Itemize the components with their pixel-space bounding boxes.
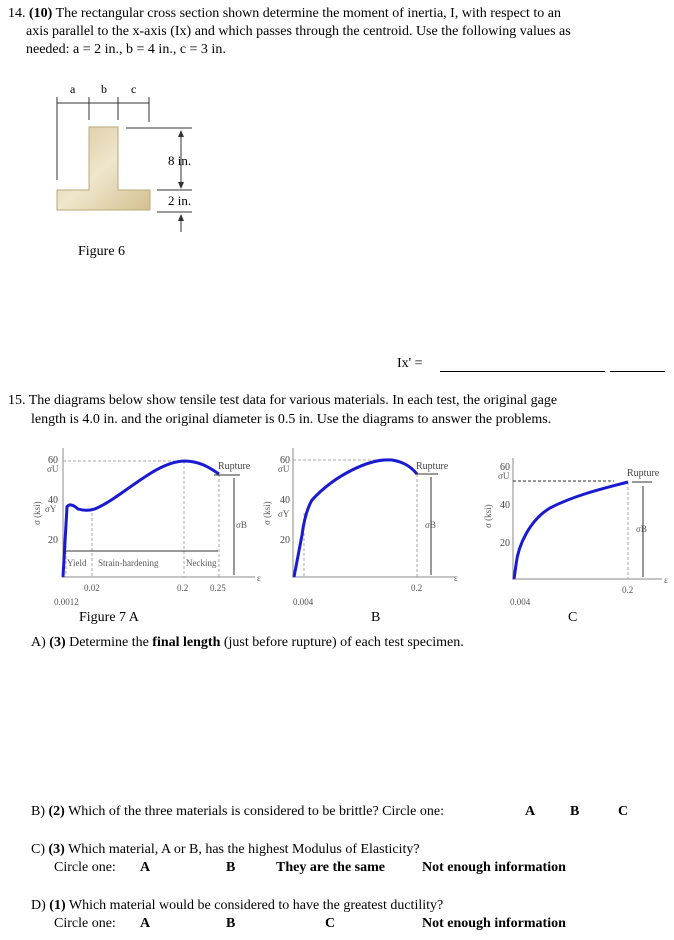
q15d-option-c[interactable]: C bbox=[325, 916, 336, 931]
xtick-0.004: 0.004 bbox=[510, 597, 531, 607]
xtick-0.2: 0.2 bbox=[622, 585, 634, 595]
rupture-label: Rupture bbox=[416, 461, 449, 472]
region-yield: Yield bbox=[67, 558, 87, 568]
sigma-y-label: σY bbox=[278, 509, 290, 519]
q15b-label: B) bbox=[31, 804, 45, 819]
chart-a bbox=[32, 448, 261, 607]
chart-c bbox=[483, 458, 668, 607]
sigma-b-label: σB bbox=[236, 520, 247, 530]
q15b-option-c[interactable]: C bbox=[618, 804, 629, 819]
ytick-40: 40 bbox=[280, 495, 290, 506]
region-necking: Necking bbox=[186, 558, 217, 568]
dim-c-label: c bbox=[131, 82, 137, 96]
ix-answer-label: Ix' = bbox=[397, 356, 423, 371]
q15b-text: Which of the three materials is considered to be brittle? Circle one: bbox=[68, 804, 444, 819]
chart-b bbox=[262, 448, 458, 607]
q14-line3: needed: a = 2 in., b = 4 in., c = 3 in. bbox=[26, 42, 226, 57]
y-axis-label: σ (ksi) bbox=[32, 501, 42, 525]
ytick-20: 20 bbox=[500, 538, 510, 549]
q15c-option-same[interactable]: They are the same bbox=[276, 860, 385, 875]
xtick-0.25: 0.25 bbox=[210, 583, 226, 593]
q15c-text: Which material, A or B, has the highest Modulus of Elasticity? bbox=[68, 842, 420, 857]
xtick-0.2: 0.2 bbox=[411, 583, 423, 593]
dim-2in-label: 2 in. bbox=[168, 193, 192, 208]
t-section-shape bbox=[57, 127, 150, 210]
sigma-u-label: σU bbox=[498, 471, 510, 481]
rupture-label: Rupture bbox=[218, 461, 251, 472]
dim-b-label: b bbox=[101, 82, 107, 96]
y-axis-label: σ (ksi) bbox=[483, 504, 493, 528]
curve-c bbox=[514, 482, 628, 579]
figure-7b-caption: B bbox=[371, 610, 381, 625]
ytick-20: 20 bbox=[280, 535, 290, 546]
dim-8in-label: 8 in. bbox=[168, 153, 192, 168]
ytick-20: 20 bbox=[48, 535, 58, 546]
rupture-label: Rupture bbox=[627, 468, 660, 479]
q15c-option-b[interactable]: B bbox=[226, 860, 236, 875]
curve-b bbox=[294, 460, 417, 577]
q15c-option-not-enough[interactable]: Not enough information bbox=[422, 860, 566, 875]
ytick-40: 40 bbox=[48, 495, 58, 506]
q15a-bold: final length bbox=[152, 635, 221, 650]
figure-6-caption: Figure 6 bbox=[78, 244, 126, 259]
figure-6-cross-section bbox=[0, 0, 674, 260]
x-axis-label: ε bbox=[664, 575, 668, 585]
sigma-u-label: σU bbox=[47, 464, 59, 474]
ytick-60: 60 bbox=[48, 455, 58, 466]
q15b bbox=[31, 803, 444, 821]
xtick-0.02: 0.02 bbox=[84, 583, 100, 593]
q14-text: The rectangular cross section shown determine the moment of inertia, I, with respect to an bbox=[55, 6, 561, 21]
sigma-b-label: σB bbox=[636, 524, 647, 534]
q15c-label: C) bbox=[31, 842, 45, 857]
figure-7c-caption: C bbox=[568, 610, 578, 625]
q15a-points: (3) bbox=[49, 635, 66, 650]
region-strain-hardening: Strain-hardening bbox=[98, 558, 159, 568]
q15d-option-b[interactable]: B bbox=[226, 916, 236, 931]
q15-line1 bbox=[8, 392, 557, 410]
q15d-option-a[interactable]: A bbox=[140, 916, 151, 931]
q15a-label: A) bbox=[31, 635, 46, 650]
sigma-y-label: σY bbox=[45, 504, 57, 514]
sigma-u-label: σU bbox=[278, 464, 290, 474]
xtick-0.004: 0.004 bbox=[293, 597, 314, 607]
y-axis-label: σ (ksi) bbox=[262, 501, 272, 525]
q15c-option-a[interactable]: A bbox=[140, 860, 151, 875]
ix-answer-blank[interactable] bbox=[440, 371, 605, 372]
q14-points: (10) bbox=[29, 6, 53, 21]
q15d-option-not-enough[interactable]: Not enough information bbox=[422, 916, 566, 931]
q15c-points: (3) bbox=[48, 842, 65, 857]
x-axis-label: ε bbox=[454, 573, 458, 583]
q15a-text-end: (just before rupture) of each test specimen. bbox=[223, 635, 464, 650]
q15b-points: (2) bbox=[48, 804, 65, 819]
q15a-text: Determine the bbox=[69, 635, 149, 650]
q14-number: 14. bbox=[8, 6, 26, 21]
q15c bbox=[31, 841, 420, 859]
q15d-text: Which material would be considered to have the greatest ductility? bbox=[68, 898, 444, 913]
q14-line2: axis parallel to the x-axis (Ix) and which passes through the centroid. Use the following values as bbox=[26, 24, 571, 39]
q15b-option-a[interactable]: A bbox=[525, 804, 536, 819]
q15c-circle-label: Circle one: bbox=[54, 860, 116, 875]
sigma-b-label: σB bbox=[425, 520, 436, 530]
ytick-60: 60 bbox=[280, 455, 290, 466]
q15b-option-b[interactable]: B bbox=[570, 804, 580, 819]
q15d-circle-label: Circle one: bbox=[54, 916, 116, 931]
x-axis-label: ε bbox=[257, 573, 261, 583]
ix-units-blank[interactable] bbox=[610, 371, 665, 372]
figure-7a-caption: Figure 7 A bbox=[79, 610, 139, 625]
q15d-label: D) bbox=[31, 898, 46, 913]
q15-text: The diagrams below show tensile test data for various materials. In each test, the original gage bbox=[28, 393, 558, 408]
ytick-40: 40 bbox=[500, 500, 510, 511]
xtick-0.0012: 0.0012 bbox=[54, 597, 79, 607]
q15-line2: length is 4.0 in. and the original diameter is 0.5 in. Use the diagrams to answer the problems. bbox=[31, 412, 552, 427]
q15d-points: (1) bbox=[49, 898, 66, 913]
ytick-60: 60 bbox=[500, 462, 510, 473]
q15d bbox=[31, 897, 443, 915]
figure-7-charts bbox=[0, 440, 674, 610]
q15-number: 15. bbox=[8, 393, 26, 408]
xtick-0.2: 0.2 bbox=[177, 583, 189, 593]
q15a bbox=[31, 634, 464, 652]
dim-a-label: a bbox=[70, 82, 76, 96]
